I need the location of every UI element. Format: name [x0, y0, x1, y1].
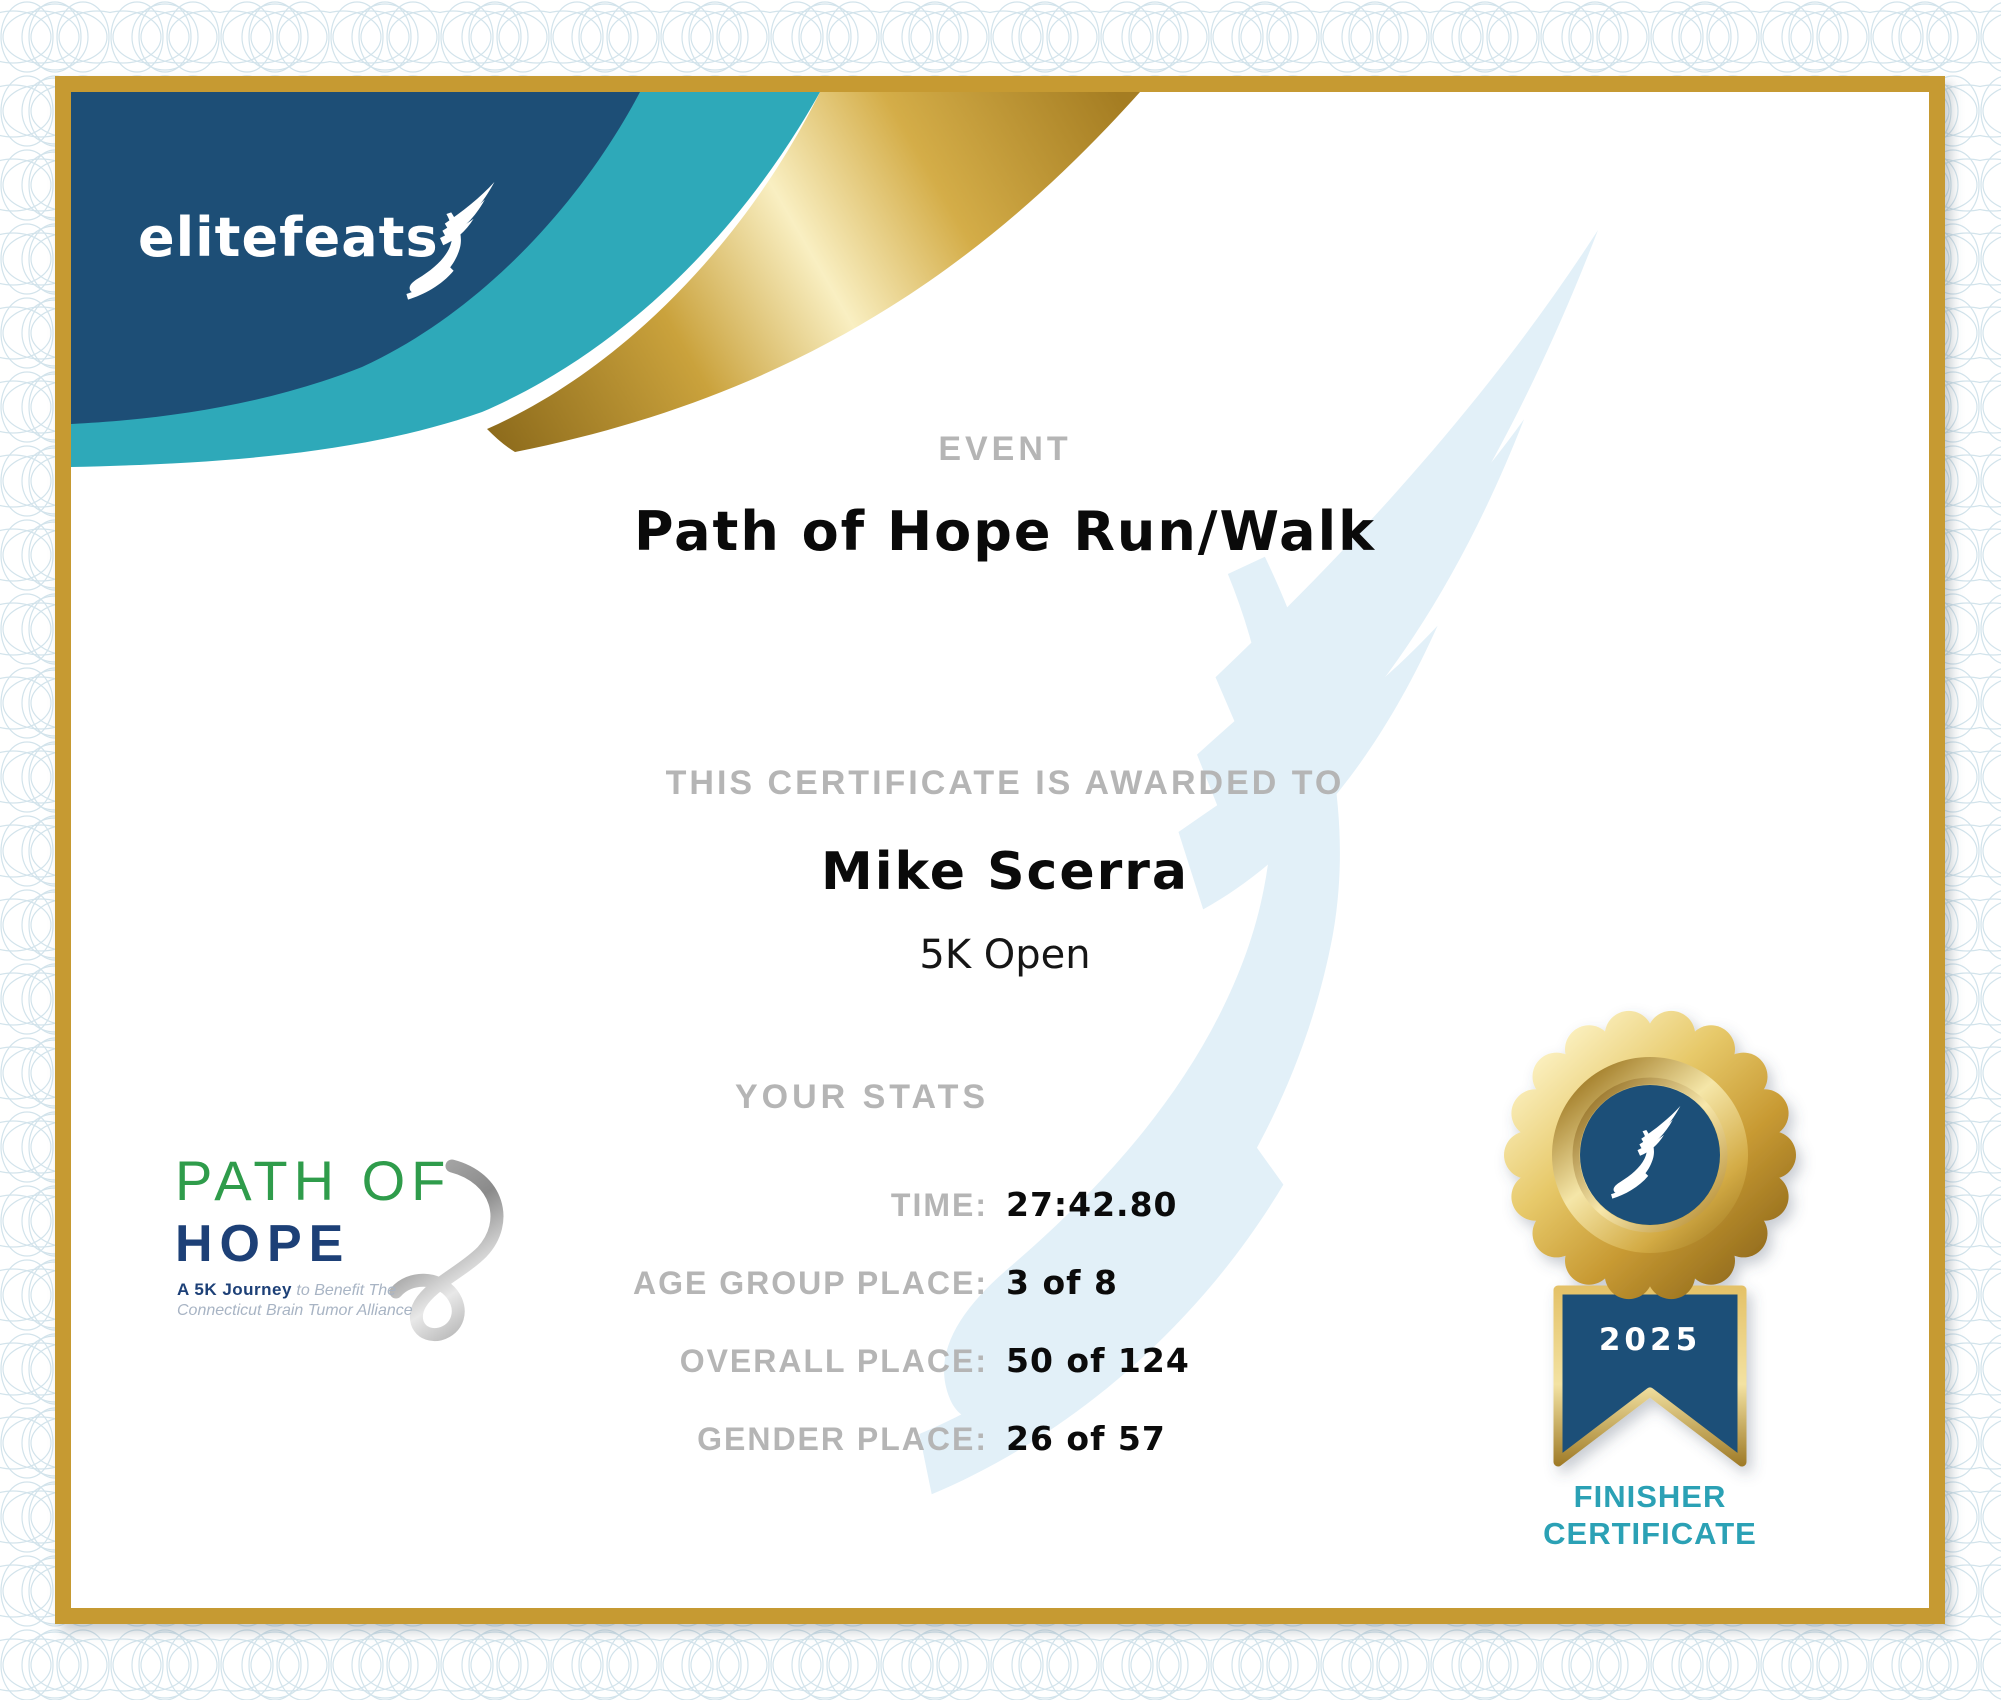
- charity-tagline-bold: A 5K Journey: [177, 1280, 292, 1299]
- award-intro: THIS CERTIFICATE IS AWARDED TO: [665, 764, 1345, 802]
- race-division: 5K Open: [919, 932, 1091, 978]
- charity-tagline-rest: to Benefit The: [291, 1282, 397, 1299]
- stat-label: TIME:: [890, 1187, 988, 1223]
- stat-value: 27:42.80: [1006, 1185, 1178, 1224]
- charity-name-line1: PATH OF: [175, 1149, 452, 1212]
- brand-logo-text: elitefeats: [138, 206, 439, 269]
- stat-value: 3 of 8: [1006, 1263, 1118, 1302]
- stat-row-age-group-place: [400, 1263, 1550, 1302]
- stats-heading: YOUR STATS: [734, 1078, 990, 1116]
- recipient-name: Mike Scerra: [820, 842, 1190, 902]
- badge-caption-line1: FINISHER: [1573, 1479, 1727, 1514]
- event-name: Path of Hope Run/Walk: [633, 500, 1377, 563]
- badge-caption: [1500, 1478, 1800, 1552]
- stat-value: 26 of 57: [1006, 1419, 1166, 1458]
- stat-value: 50 of 124: [1006, 1341, 1190, 1380]
- badge-caption-line2: CERTIFICATE: [1543, 1516, 1757, 1551]
- stat-row-gender-place: [400, 1419, 1550, 1458]
- stat-row-overall-place: [400, 1341, 1550, 1380]
- badge-year: 2025: [1598, 1322, 1702, 1358]
- event-label: EVENT: [938, 430, 1072, 468]
- stat-label: OVERALL PLACE:: [679, 1343, 988, 1379]
- stat-label: AGE GROUP PLACE:: [633, 1265, 988, 1301]
- charity-tagline-line2: Connecticut Brain Tumor Alliance: [177, 1302, 413, 1319]
- charity-name-line2: HOPE: [175, 1215, 351, 1273]
- stat-row-time: [400, 1185, 1550, 1224]
- stat-label: GENDER PLACE:: [697, 1421, 988, 1457]
- charity-tagline-line1: [177, 1280, 396, 1300]
